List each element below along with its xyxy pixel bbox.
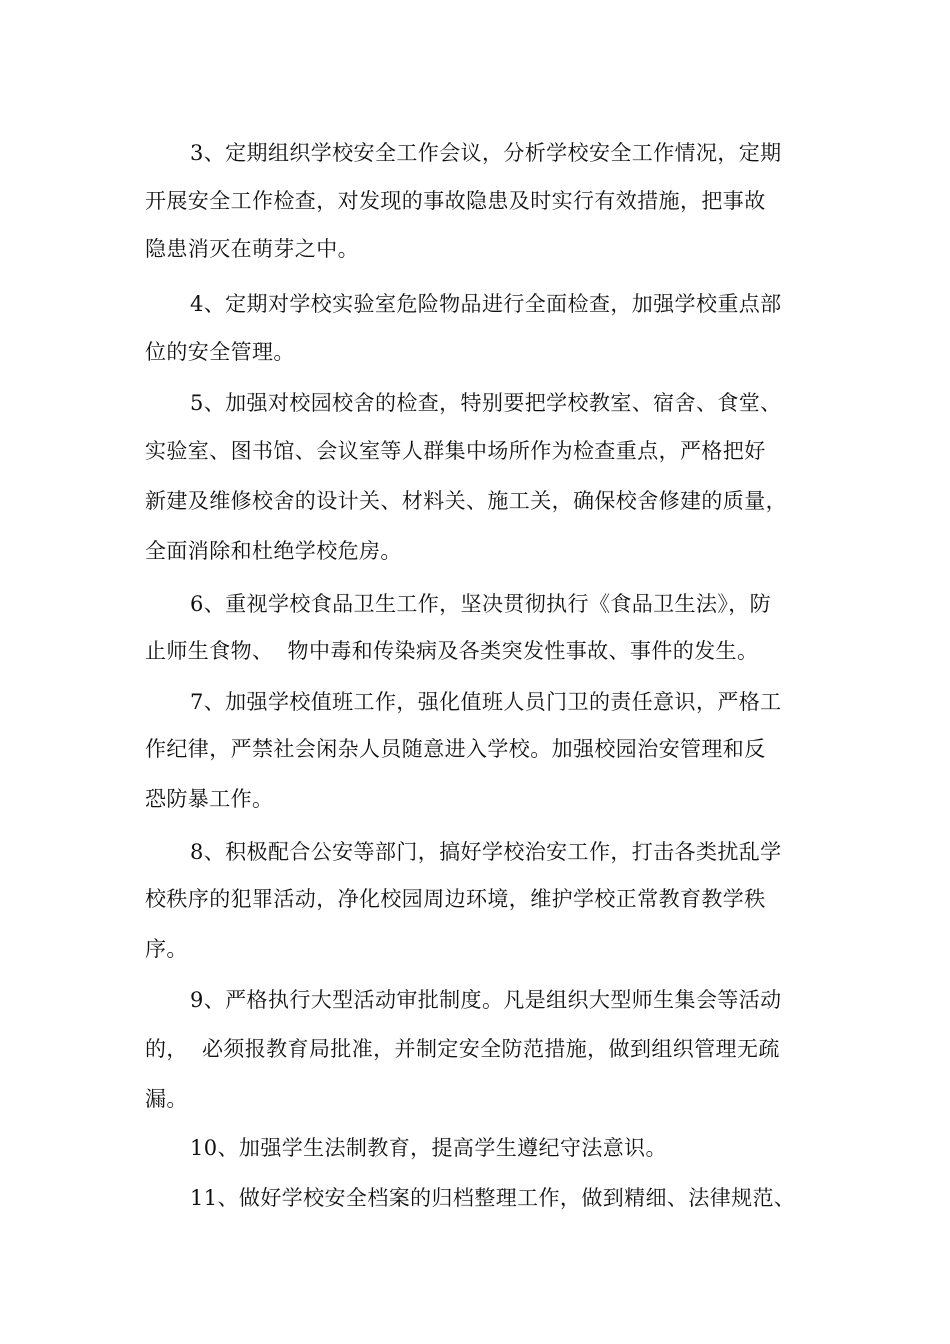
text-line: 7、加强学校值班工作，强化值班人员门卫的责任意识，严格工 [190, 690, 782, 714]
text-line: 的， 必须报教育局批准，并制定安全防范措施，做到组织管理无疏 [145, 1037, 780, 1061]
text-line: 作纪律，严禁社会闲杂人员随意进入学校。加强校园治安管理和反 [145, 737, 766, 761]
text-line: 隐患消灭在萌芽之中。 [145, 237, 359, 261]
text-line: 止师生食物、 物中毒和传染病及各类突发性事故、事件的发生。 [145, 639, 759, 663]
text-line: 实验室、图书馆、会议室等人群集中场所作为检查重点，严格把好 [145, 439, 766, 463]
text-line: 漏。 [145, 1087, 188, 1111]
text-line: 开展安全工作检查，对发现的事故隐患及时实行有效措施，把事故 [145, 189, 766, 213]
text-line: 新建及维修校舍的设计关、材料关、施工关，确保校舍修建的质量， [145, 489, 787, 513]
text-line: 10、加强学生法制教育，提高学生遵纪守法意识。 [190, 1136, 667, 1160]
text-line: 11、做好学校安全档案的归档整理工作，做到精细、法律规范、 [190, 1186, 796, 1210]
text-line: 位的安全管理。 [145, 340, 295, 364]
text-line: 4、定期对学校实验室危险物品进行全面检查，加强学校重点部 [190, 292, 782, 316]
text-line: 校秩序的犯罪活动，净化校园周边环境，维护学校正常教育教学秩 [145, 887, 766, 911]
text-line: 恐防暴工作。 [145, 787, 274, 811]
text-line: 3、定期组织学校安全工作会议，分析学校安全工作情况，定期 [190, 141, 782, 165]
text-line: 6、重视学校食品卫生工作，坚决贯彻执行《食品卫生法》，防 [190, 592, 772, 616]
text-line: 全面消除和杜绝学校危房。 [145, 539, 402, 563]
text-line: 序。 [145, 937, 188, 961]
text-line: 5、加强对校园校舍的检查，特别要把学校教室、宿舍、食堂、 [190, 391, 782, 415]
text-line: 9、严格执行大型活动审批制度。凡是组织大型师生集会等活动 [190, 988, 782, 1012]
text-line: 8、积极配合公安等部门，搞好学校治安工作，打击各类扰乱学 [190, 840, 782, 864]
